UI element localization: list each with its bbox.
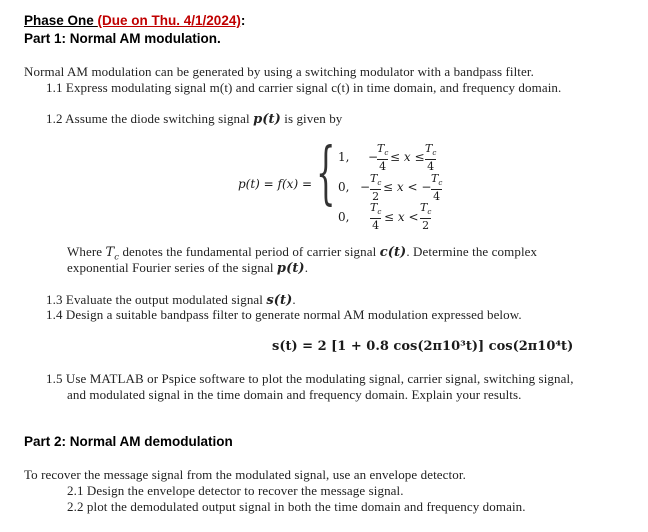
question-1-3: 1.3 Evaluate the output modulated signal s(t). xyxy=(46,292,296,308)
modulated-signal-equation: s(t) = 2 [1 + 0.8 cos(2π10³t)] cos(2π10⁴t) xyxy=(272,339,574,354)
case-1-value: 1, xyxy=(338,150,350,164)
question-1-5-line-1: 1.5 Use MATLAB or Pspice software to plot the modulating signal, carrier signal, switching signal, xyxy=(46,371,574,386)
case-2-value: 0, xyxy=(338,180,350,194)
part1-title: Part 1: Normal AM modulation. xyxy=(24,31,221,46)
question-1-5-line-2: and modulated signal in the time domain and frequency domain. Explain your results. xyxy=(67,387,522,402)
part1-intro: Normal AM modulation can be generated by using a switching modulator with a bandpass filter. xyxy=(24,64,534,79)
part2-title: Part 2: Normal AM demodulation xyxy=(24,434,233,449)
phase-title: Phase One (Due on Thu. 4/1/2024): xyxy=(24,13,246,28)
where-line-1: Where $T_c$ denotes the fundamental period of carrier signal c(t). Determine the complex xyxy=(67,244,538,262)
question-1-1: 1.1 Express modulating signal m(t) and carrier signal c(t) in time domain, and frequency domain. xyxy=(46,80,562,95)
where-line-2: exponential Fourier series of the signal p(t). xyxy=(67,260,309,276)
part2-intro: To recover the message signal from the modulated signal, use an envelope detector. xyxy=(24,467,466,482)
case-3-value: 0, xyxy=(338,210,350,224)
question-1-2: 1.2 Assume the diode switching signal p(t) is given by xyxy=(46,111,343,127)
fraction: $T_c$ 4 xyxy=(370,201,382,233)
fraction: $T_c$ 2 xyxy=(370,172,382,204)
question-2-2: 2.2 plot the demodulated output signal in both the time domain and frequency domain. xyxy=(67,499,526,514)
fraction: $T_c$ 4 xyxy=(425,142,437,174)
fraction: $T_c$ 2 xyxy=(420,201,432,233)
question-1-4: 1.4 Design a suitable bandpass filter to generate normal AM modulation expressed below. xyxy=(46,307,522,322)
brace: { xyxy=(316,134,336,213)
fraction: $T_c$ 4 xyxy=(377,142,389,174)
fraction: $T_c$ 4 xyxy=(431,172,443,204)
due-date: (Due on Thu. 4/1/2024) xyxy=(97,13,241,28)
question-2-1: 2.1 Design the envelope detector to recover the message signal. xyxy=(67,483,404,498)
equation-lhs: p(t) = f(x) = xyxy=(238,177,312,191)
